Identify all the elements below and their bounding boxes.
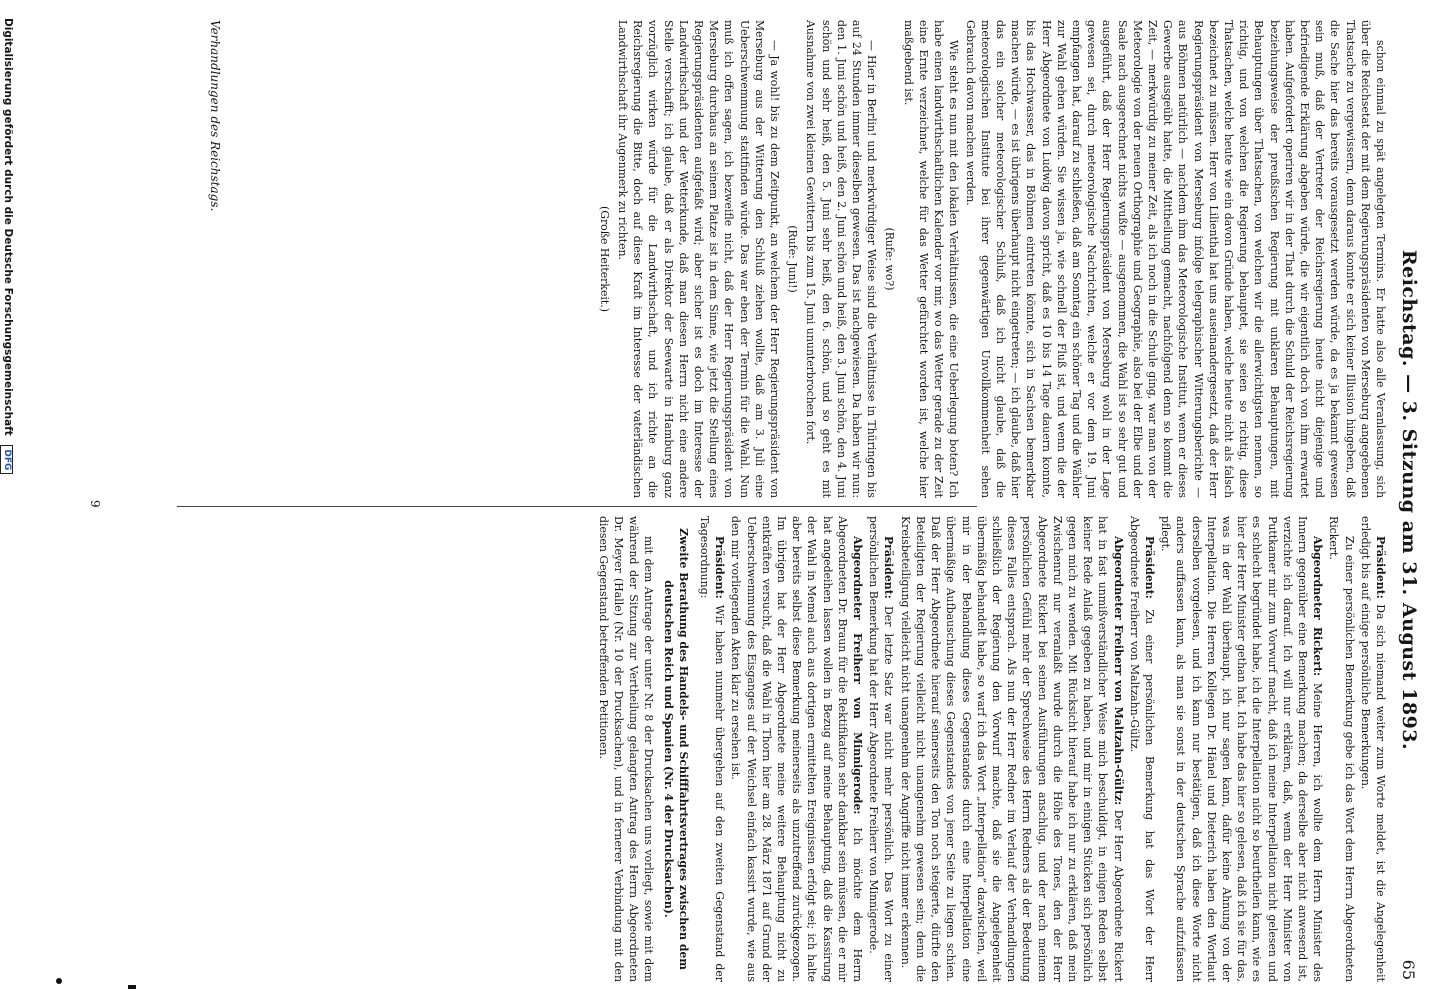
running-title: Reichstag. — 3. Sitzung am 31. August 1893. <box>1398 249 1420 751</box>
speaker-name: Präsident: <box>1374 536 1387 599</box>
speech-text: Zweite Berathung des Handels- und Schifffahrtsvertrages zwischen dem deutschen Reich und Spanien (Nr. 4 der Drucksachen). <box>661 528 690 970</box>
digitization-text: Digitalisierung gefördert durch die Deutsche Forschungsgemeinschaft <box>2 18 14 436</box>
right-paragraph <box>728 516 865 982</box>
right-paragraph <box>1326 516 1356 982</box>
speech-text: Wir haben nunmehr übergehen auf den zweiten Gegenstand der Tagesordnung: <box>698 516 727 982</box>
ink-mark <box>128 985 136 989</box>
column-divider <box>177 506 977 507</box>
footer-verhandlungen: Verhandlungen des Reichstags. <box>208 20 222 212</box>
ink-dot <box>56 978 62 984</box>
left-paragraph: (Rufe: wo?) <box>883 227 897 291</box>
right-column <box>288 516 1388 982</box>
speaker-name: Abgeordneter Freiherr von Minnigerode: <box>851 536 865 815</box>
speaker-name: Abgeordneter Rickert: <box>1311 536 1325 677</box>
left-column <box>248 20 1388 498</box>
speaker-name: Präsident: <box>882 536 896 599</box>
right-paragraph <box>1127 516 1157 982</box>
right-paragraph <box>866 516 896 982</box>
dfg-logo: DFG <box>0 445 13 474</box>
right-paragraph <box>1158 516 1325 982</box>
speech-text: Zu einer persönlichen Bemerkung gebe ich das Wort dem Herrn Abgeordneten Rickert. <box>1327 516 1356 982</box>
speaker-name: Abgeordneter Freiherr von Maltzahn-Gültz: <box>1111 536 1125 806</box>
page-number: 65 <box>1399 959 1418 980</box>
left-paragraph: — Hier in Berlin! und merkwürdiger Weise sind die Verhältnisse in Thüringen bis auf 24 Stunden immer dieselben gewesen. Das ist nachgewiesen. Da haben wir nun: den 1. Juni schön und heiß, den 2. Juni schön und heiß, den 3. Juni schön, den 4. Juni schön und sehr heiß, den 5. Juni sehr heiß, den 6. schön, und so geht es mit Ausnahme von zwei kleinen Gewittern bis zum 15. Juni ununterbrochen fort. <box>804 20 879 498</box>
left-paragraph: Wie steht es nun mit den lokalen Verhältnissen, die eine Ueberlegung boten? Ich habe einen landwirthschaftlichen Kalender vor mir, wo das Wetter gerade zu der Zeit eine Ernte verzeichnet, welche für das Wetter gefürchtet worden ist, welche hier maßgebend ist. <box>901 20 961 498</box>
left-paragraph: (Rufe: Juni!) <box>786 225 800 293</box>
left-paragraph: — Ja wohl! bis zu dem Zeitpunkt, an welchem der Herr Regierungspräsident von Merseburg aus der Witterung den Schluß ziehen wollte, daß am 3. Juli eine Ueberschwemmung stattfinden würde. Das war eben der Termin für die Wahl. Nun muß ich offen sagen, ich bezweifle nicht, daß der Herr Regierungspräsident von Merseburg durchaus an seinem Platze ist in dem Sinne, wie jetzt die Stellung eines Regierungspräsidenten aufgefaßt wird; aber sicher ist es doch im Interesse der Landwirthschaft und der Wetterkunde, daß man diesen Herrn nicht eine andere Stelle verschafft; ich glaube, daß er als Direktor der Seewarte in Hamburg ganz vorzüglich wirken würde für die Landwirthschaft, und ich richte an die Reichsregierung die Bitte, doch auf diese Kraft im Interesse der vaterländischen Landwirthschaft ihr Augenmerk zu richten. <box>616 20 782 498</box>
digitization-note <box>0 0 14 1000</box>
agenda-title <box>660 516 690 982</box>
speech-text: Da sich niemand weiter zum Worte meldet, ist die Angelegenheit erledigt bis auf einige persönliche Bemerkungen. <box>1358 516 1387 982</box>
right-paragraph <box>697 516 727 982</box>
left-paragraph: (Große Heiterkeit.) <box>597 206 611 312</box>
left-paragraph: schon einmal zu spät angelegten Termins. Er hatte also alle Veranlassung, sich über die Reichsetat der mit dem Regierungspräsidenten von Merseburg angegebenen Thatsache zu vergewissern, denn daraus konnte er sich keiner Illusion hingeben, daß die Sache hier das bereits vorausgesetzt werden würde, da es ja bekannt gewesen sein muß, daß der Vertreter der Reichsregierung heute nicht diejenige und befriedigende Erklärung abgeben würde, die wir eigentlich doch von ihm erwartet haben. Aufgefordert operiren wir in der That durch die Schuld der Reichsregierung beziehungsweise der preußischen Regierung mit unklaren Behauptungen, mit Behauptungen über Thatsachen, von welchen wir die allerwichtigsten nennen, so richtig, und von welchen die Regierung behauptet, sie seien so richtig, diese Thatsachen, welche heute wie ein davon Gründe haben, welche heute nicht als falsch bezeichnet zu müssen. Herr von Lilienthal hat uns auseinandergesetzt, daß der Herr Regierungspräsident von Merseburg infolge telegraphischer Witterungsberichte — aus Böhmen natürlich — nachdem ihm das Meteorologische Institut, wenn er dieses Gewerbe ausgeübt hatte, die Mittheilung gemacht, nachfolgend denn so kommt die Zeit, — merkwürdig zu meiner Zeit, als ich noch in die Schule ging, war man von der Meteorologie von der neuen Orthographie und Geographie, also bei der Elbe und der Saale nach ausgerechnet nichts wußte — ausgenommen, die Wahl ist so sehr gut und ausgeführt, daß der Herr Regierungspräsident von Merseburg wohl in der Lage gewesen sei, durch meteorologische Nachrichten, welche er vor dem 19. Juni empfangen hat, darauf zu schließen, daß am Sonntag ein schöner Tag und die Wähler zur Wahl gehen würden. Sie wissen ja, wie schnell der Fluß ist, und wenn die der Herr Abgeordnete von Ludwig davon spricht, daß es 10 bis 14 Tage dauern konnte, bis das Hochwasser, das in Böhmen eintreten könnte, sich in Sachsen bemerkbar machen würde, — es ist übrigens überhaupt nicht eingetreten; — ich glaube, daß hier das ein solcher meteorologischer Schluß, daß ich nicht glaube, daß die meteorologischen Institute bei ihrer gegenwärtigen Unvollkommenheit sehen Gebrauch davon machen werden. <box>963 20 1387 498</box>
speech-text: mit dem Antrage der unter Nr. 8 der Drucksachen uns vorliegt, sowie mit dem während der Sitzung zur Vertheilung gelangten Antrag des Herrn Abgeordneten Dr. Meyer (Halle) (Nr. 10 der Drucksachen), und in fernerer Verbindung mit den diesen Gegenstand betreffenden Petitionen. <box>596 516 656 982</box>
speech-text: Ich möchte dem Herrn Abgeordneten Dr. Braun für die Rektifikation sehr dankbar sein müssen, die er mir hat angedeihen lassen wollen in Bezug auf meine Behauptung, daß die Kassirung der Wahl in Memel auch aus dortigen ermittelten Ereignissen erfolgt sei; ich halte aber bereits selbst diese Bemerkung meinerseits als unzutreffend zurückgezogen. Im übrigen hat der Herr Abgeordnete meine weitere Behauptung nicht zu entkräften versucht, daß die Wahl in Thorn hier am 28. März 1871 auf Grund der Ueberschwemmung des Eisganges auf der Weichsel einfach kassirt wurde, wie aus den mir vorliegenden Akten klar zu ersehen ist. <box>729 516 865 982</box>
speaker-name: Präsident: <box>713 536 727 599</box>
speaker-name: Präsident: <box>1142 536 1156 599</box>
right-paragraph <box>596 516 657 982</box>
signature-mark: 9 <box>88 500 102 508</box>
speech-text: Der Herr Abgeordnete Rickert hat in fast unmißverständlicher Weise mich beschuldigt, in einigen Reden selbst keiner Rede Anlaß gegeben zu haben, und mir in einigen Stücken sich persönlich gegen mich zu wenden. Mit Rücksicht hierauf habe ich nur zu erklären, daß mein Zwischenruf nur veranlaßt wurde durch die Höhe des Tones, den der Herr Abgeordnete Rickert bei seinen Ausführungen anschlug, und der nach meinem persönlichen Gefühl mehr der Sprechweise des Herrn Redners als der Bedeutung dieses Falles entsprach. Als nun der Herr Redner im Verlauf der Verhandlungen schließlich der Regierung den Vorwurf machte, daß sie die Angelegenheit übermäßig behandelt habe, so warf ich das Wort „Interpellation“ dazwischen, weil mir in der Behandlung dieses Gegenstandes durch eine Interpellation eine übermäßige Aufbauschung dieses Gegenstandes von jener Seite zu liegen schien. Daß der Herr Abgeordnete hierauf seinerseits den Ton noch steigerte, dürfte den Beteiligten der Regierung vielleicht nicht unangenehm gewesen sein; denn die Kreisbeteiligung vielleicht nicht unangenehm der Angriffe nicht immer erkennen. <box>898 516 1125 982</box>
page-header <box>1392 20 1420 980</box>
speech-text: Zu einer persönlichen Bemerkung hat das Wort der Herr Abgeordnete Freiherr von Maltzahn-Gültz. <box>1127 516 1156 982</box>
right-paragraph <box>1358 516 1388 982</box>
right-paragraph <box>898 516 1126 982</box>
speech-text: Meine Herren, ich wollte dem Herrn Minister des Innern gegenüber eine Bemerkung machen; da derselbe aber nicht anwesend ist, verzichte ich darauf. Ich will nur erklären, daß, wenn der Herr Minister von Puttkamer mir zum Vorwurf macht, daß ich meine Interpellation nicht gelesen und es schlecht begründet habe, ich die Interpellation nicht so beurtheilen kann, wie es hier der Herr Minister gethan hat. Ich habe das hier so gelesen, daß ich sie für das, was in der Wahl überhaupt, ich nur sagen kann, dafür keine Ahnung von der Interpellation. Die Herren Kollegen Dr. Hänel und Dieterich haben den Wortlaut derselben vorgelesen, und ich kann nur bestätigen, daß ich diese Worte nicht anders auffassen kann, als man sie sonst in der deutschen Sprache aufzufassen pflegt. <box>1159 516 1325 982</box>
speech-text: Der letzte Satz war nicht mehr persönlich. Das Wort zu einer persönlichen Bemerkung hat der Herr Abgeordnete Freiherr von Minnigerode. <box>867 516 896 982</box>
